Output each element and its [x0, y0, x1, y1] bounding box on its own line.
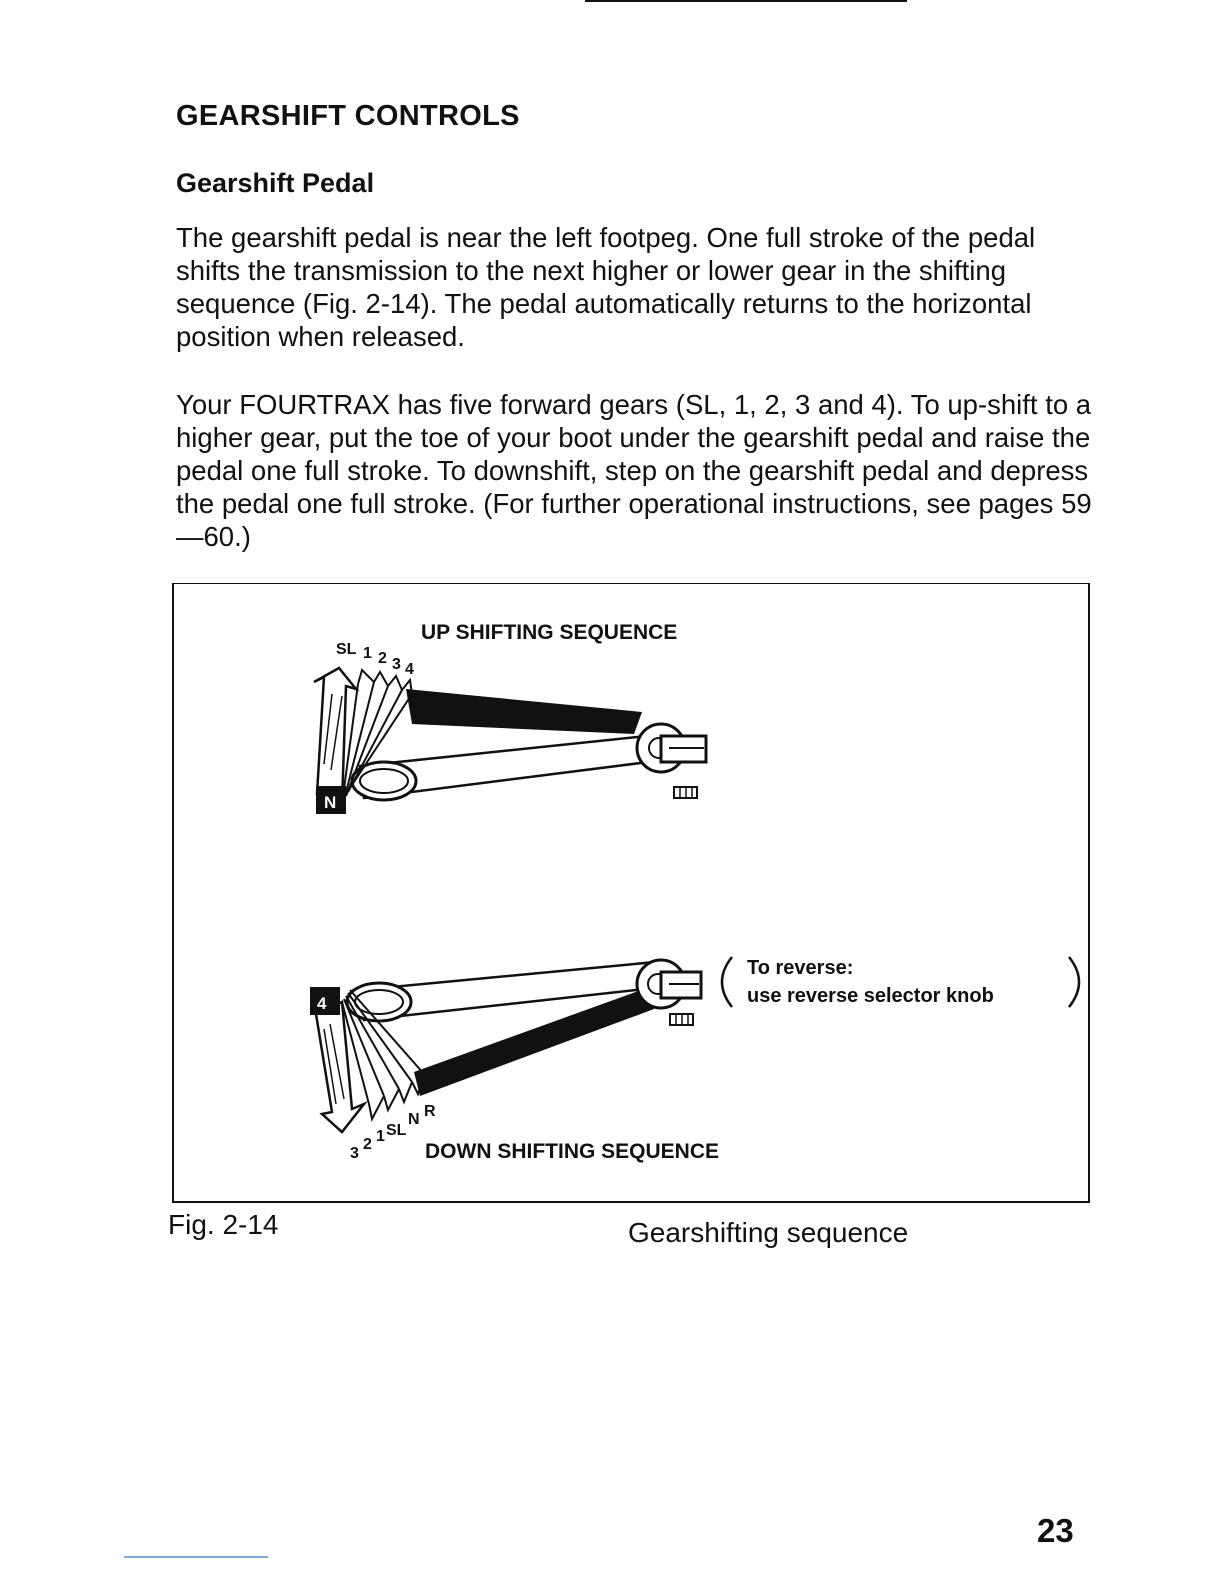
down-position-n: N	[408, 1111, 420, 1128]
up-position-2: 2	[378, 650, 387, 667]
down-position-2: 2	[363, 1136, 372, 1153]
figure-label: Fig. 2-14	[168, 1209, 279, 1240]
section-heading: GEARSHIFT CONTROLS	[176, 100, 520, 132]
paragraph-2: Your FOURTRAX has five forward gears (SL, 1, 2, 3 and 4). To up-shift to a higher gear, put the toe of your boot under the gearshift pedal and raise the pedal one full stroke. To downshift, step on the gearshift pedal and depress the pedal one full stroke. (For further operational instructions, see pages 59—60.)	[176, 389, 1092, 552]
up-position-1: 1	[363, 645, 372, 662]
upshift-position-labels	[336, 641, 414, 678]
top-rule	[585, 0, 907, 2]
neutral-badge-label: N	[324, 793, 337, 812]
section-subheading: Gearshift Pedal	[176, 168, 375, 198]
bottom-rule	[124, 1556, 268, 1558]
downshift-pedal-illustration	[310, 960, 701, 1132]
down-position-r: R	[424, 1103, 436, 1120]
down-position-1: 1	[376, 1128, 385, 1145]
reverse-note-line2: use reverse selector knob	[747, 985, 994, 1007]
down-position-3: 3	[350, 1145, 359, 1162]
reverse-note-line1: To reverse:	[747, 957, 854, 979]
gearshift-diagram	[174, 584, 1092, 1204]
figure-caption: Gearshifting sequence	[628, 1217, 909, 1248]
page-number: 23	[1037, 1512, 1074, 1549]
up-position-sl: SL	[336, 641, 357, 658]
reverse-note	[722, 957, 1079, 1007]
upshift-title: UP SHIFTING SEQUENCE	[421, 621, 678, 644]
figure-frame	[172, 583, 1090, 1203]
up-position-4: 4	[405, 661, 414, 678]
down-position-sl: SL	[386, 1122, 407, 1139]
paragraph-1: The gearshift pedal is near the left footpeg. One full stroke of the pedal shifts the transmission to the next higher or lower gear in the shifting sequence (Fig. 2-14). The pedal automatically returns to the horizontal position when released.	[176, 222, 1036, 352]
upshift-pedal-illustration	[314, 668, 706, 814]
downshift-position-labels	[350, 1103, 436, 1162]
downshift-title: DOWN SHIFTING SEQUENCE	[425, 1140, 720, 1163]
fourth-gear-badge-label: 4	[317, 994, 327, 1013]
up-position-3: 3	[392, 656, 401, 673]
